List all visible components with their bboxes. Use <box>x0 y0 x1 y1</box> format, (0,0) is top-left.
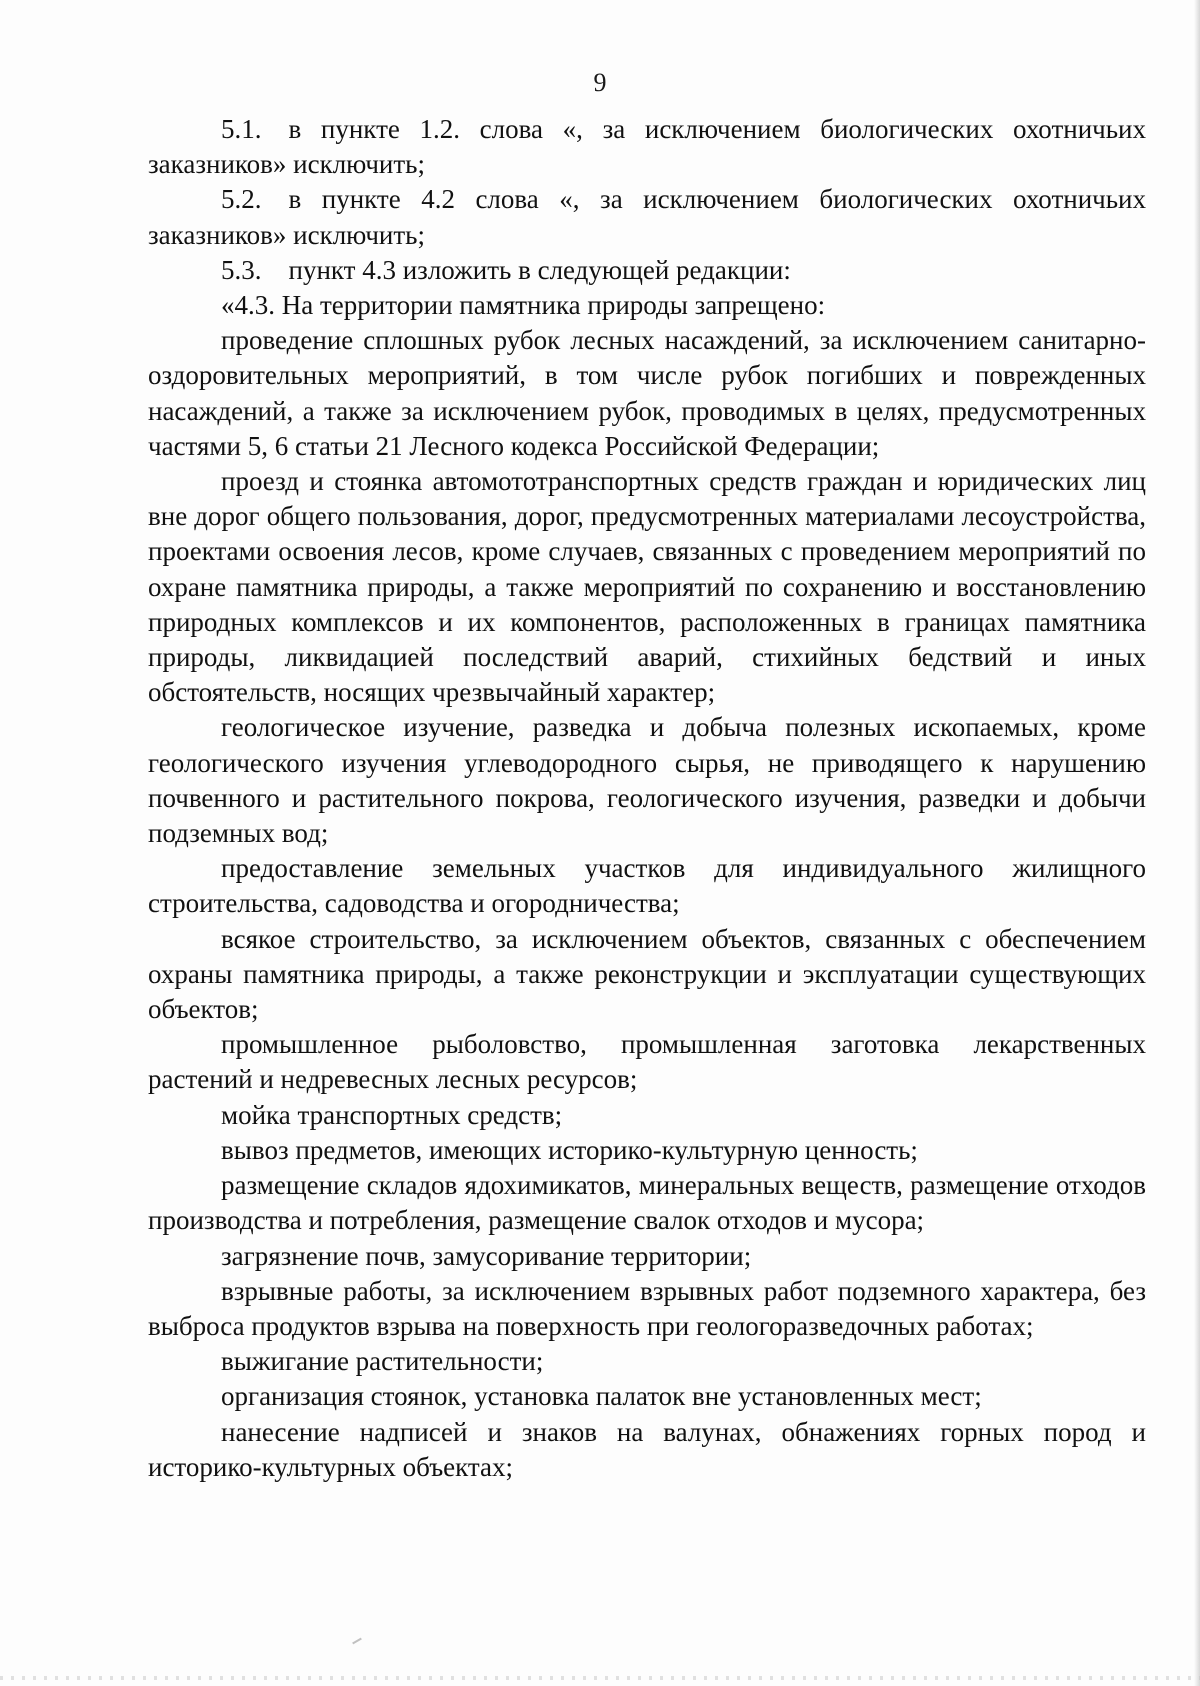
paragraph-inscriptions: нанесение надписей и знаков на валунах, обнажениях горных пород и историко-культурных объектах; <box>148 1416 1146 1482</box>
paragraph-heritage-removal: вывоз предметов, имеющих историко-культурную ценность; <box>221 1134 918 1165</box>
paragraph-5-1: 5.1. в пункте 1.2. слова «, за исключением биологических охотничьих заказников» исключить; <box>148 114 1146 180</box>
paragraph-burning: выжигание растительности; <box>221 1346 544 1377</box>
paragraph-land-plots: предоставление земельных участков для индивидуального жилищного строительства, садоводства и огородничества; <box>148 853 1146 919</box>
paragraph-camping: организация стоянок, установка палаток вне установленных мест; <box>221 1381 982 1412</box>
paragraph-vehicle-washing: мойка транспортных средств; <box>221 1099 563 1130</box>
paragraph-construction: всякое строительство, за исключением объектов, связанных с обеспечением охраны памятника природы, а также реконструкции и эксплуатации существующих объектов; <box>148 923 1146 1025</box>
paragraph-fishing: промышленное рыболовство, промышленная заготовка лекарственных растений и недревесных лесных ресурсов; <box>148 1029 1146 1095</box>
paragraph-5-3: 5.3. пункт 4.3 изложить в следующей редакции: <box>221 254 791 285</box>
scan-speck <box>352 1638 362 1645</box>
paragraph-4-3-heading: «4.3. На территории памятника природы запрещено: <box>221 290 826 321</box>
paragraph-5-2: 5.2. в пункте 4.2 слова «, за исключением биологических охотничьих заказников» исключить; <box>148 184 1146 250</box>
scan-edge-shadow <box>1194 0 1200 1686</box>
paragraph-felling: проведение сплошных рубок лесных насаждений, за исключением санитарно-оздоровительных мероприятий, в том числе рубок погибших и поврежденных насаждений, а также за исключением рубок, проводимых в целях, предусмотренных частями 5, 6 статьи 21 Лесного кодекса Российской Федерации; <box>148 325 1146 461</box>
paragraph-blasting: взрывные работы, за исключением взрывных работ подземного характера, без выброса продуктов взрыва на поверхность при геологоразведочных работах; <box>148 1275 1146 1341</box>
paragraph-vehicles: проезд и стоянка автомототранспортных средств граждан и юридических лиц вне дорог общего пользования, дорог, предусмотренных материалами лесоустройства, проектами освоения лесов, кроме случаев, связанных с проведением мероприятий по охране памятника природы, а также мероприятий по сохранению и восстановлению природных комплексов и их компонентов, расположенных в границах памятника природы, ликвидацией последствий аварий, стихийных бедствий и иных обстоятельств, носящих чрезвычайный характер; <box>148 466 1146 708</box>
page-number: 9 <box>593 68 607 97</box>
paragraph-geology: геологическое изучение, разведка и добыча полезных ископаемых, кроме геологического изучения углеводородного сырья, не приводящего к нарушению почвенного и растительного покрова, геологического изучения, разведки и добычи подземных вод; <box>148 712 1146 849</box>
document-body <box>148 112 1146 1485</box>
scan-bottom-noise <box>0 1676 1200 1680</box>
paragraph-waste-storage: размещение складов ядохимикатов, минеральных веществ, размещение отходов производства и потребления, размещение свалок отходов и мусора; <box>148 1170 1146 1236</box>
paragraph-soil-pollution: загрязнение почв, замусоривание территории; <box>221 1240 752 1271</box>
